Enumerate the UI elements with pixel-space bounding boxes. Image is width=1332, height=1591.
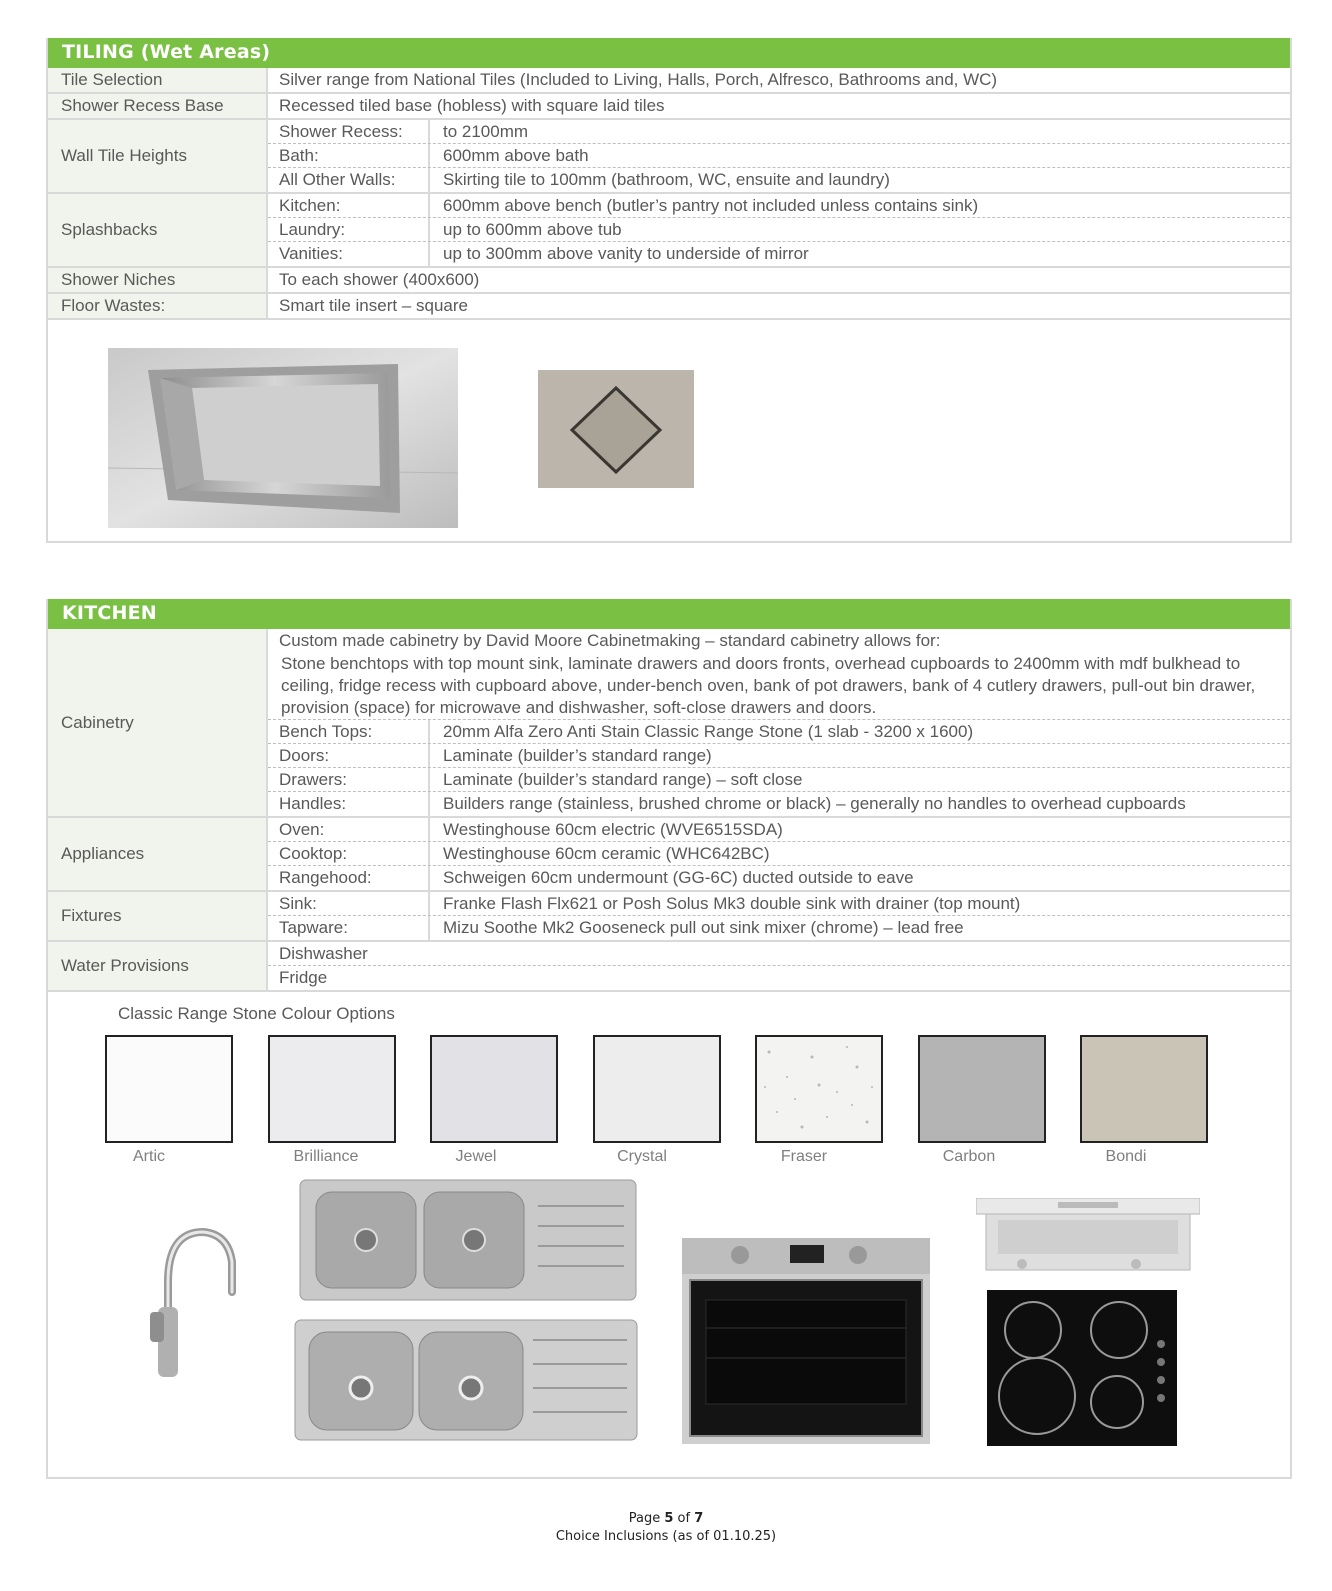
stone-label: Artic: [133, 1148, 165, 1165]
sub-value: Westinghouse 60cm electric (WVE6515SDA): [443, 820, 783, 839]
wall-heights-row: [48, 120, 1290, 194]
row-label: Shower Niches: [48, 268, 268, 292]
stone-swatch-fraser: [755, 1035, 883, 1143]
appliances-row: [48, 818, 1290, 892]
sub-key: Rangehood:: [268, 866, 430, 890]
sub-key: Oven:: [268, 818, 430, 841]
stone-swatch-jewel: [430, 1035, 558, 1143]
sub-key: Bath:: [268, 144, 430, 167]
sub-key: Tapware:: [268, 916, 430, 940]
sub-key: Drawers:: [268, 768, 430, 791]
oven-image: [682, 1238, 930, 1444]
tiling-section: [46, 38, 1292, 543]
cooktop-image: [987, 1290, 1177, 1446]
sub-value: Franke Flash Flx621 or Posh Solus Mk3 double sink with drainer (top mount): [443, 894, 1021, 913]
sub-value: Skirting tile to 100mm (bathroom, WC, ensuite and laundry): [443, 170, 890, 189]
sub-key: Bench Tops:: [268, 720, 430, 743]
sub-key: Handles:: [268, 792, 430, 816]
sub-value: Laminate (builder’s standard range): [443, 746, 712, 765]
stone-label: Carbon: [942, 1148, 996, 1165]
stone-swatch-carbon: [918, 1035, 1046, 1143]
stone-label: Crystal: [617, 1148, 667, 1165]
row-value: Silver range from National Tiles (Included to Living, Halls, Porch, Alfresco, Bathrooms and, WC): [279, 70, 998, 89]
row-value: Recessed tiled base (hobless) with square laid tiles: [279, 96, 665, 115]
rangehood-image: [976, 1198, 1200, 1274]
page-number: [0, 1510, 1332, 1528]
kitchen-images: [48, 992, 1290, 1492]
row-label: Floor Wastes:: [48, 294, 268, 318]
kitchen-header: KITCHEN: [48, 599, 1290, 629]
sub-value: Schweigen 60cm undermount (GG-6C) ducted outside to eave: [443, 868, 914, 887]
row-label: Splashbacks: [48, 194, 268, 266]
sub-value: 600mm above bench (butler’s pantry not included unless contains sink): [443, 196, 979, 215]
tiling-images: [48, 320, 1290, 558]
sub-value: 20mm Alfa Zero Anti Stain Classic Range Stone (1 slab - 3200 x 1600): [443, 722, 974, 741]
sub-key: Laundry:: [268, 218, 430, 241]
stone-swatch-bondi: [1080, 1035, 1208, 1143]
page-total: 7: [694, 1511, 704, 1526]
stone-label: Jewel: [455, 1148, 497, 1165]
stone-label: Fraser: [780, 1148, 828, 1165]
stone-label: Brilliance: [293, 1148, 359, 1165]
page-mid: of: [673, 1511, 695, 1526]
stone-swatch-artic: [105, 1035, 233, 1143]
page-prefix: Page: [628, 1511, 665, 1526]
row-label: Cabinetry: [48, 629, 268, 816]
sub-value: Mizu Soothe Mk2 Gooseneck pull out sink mixer (chrome) – lead free: [443, 918, 964, 937]
tiling-header: TILING (Wet Areas): [48, 38, 1290, 68]
row-label: Water Provisions: [48, 942, 268, 990]
floor-wastes-row: [48, 294, 1290, 320]
sub-value: Builders range (stainless, brushed chrome or black) – generally no handles to overhead cupboards: [443, 794, 1186, 813]
sub-value: 600mm above bath: [443, 146, 589, 165]
sub-key: Vanities:: [268, 242, 430, 266]
row-label: Tile Selection: [48, 68, 268, 92]
kitchen-section: [46, 599, 1292, 1479]
row-value: Smart tile insert – square: [279, 296, 468, 315]
sub-value: up to 600mm above tub: [443, 220, 622, 239]
franke-sink-image: [298, 1178, 638, 1304]
cabinetry-description: Stone benchtops with top mount sink, laminate drawers and doors fronts, overhead cupboards to 2400mm with mdf bulkhead to ceiling, fridge recess with cupboard above, under-bench oven, bank of pot drawers, bank of 4 cutlery drawers, pull-out bin drawer, provision (space) for microwave and dishwasher, soft-close drawers and doors.: [268, 653, 1290, 720]
sub-value: Westinghouse 60cm ceramic (WHC642BC): [443, 844, 770, 863]
tile-selection-row: [48, 68, 1290, 94]
row-label: Wall Tile Heights: [48, 120, 268, 192]
stone-swatch-crystal: [593, 1035, 721, 1143]
cabinetry-row: [48, 629, 1290, 818]
stone-label: Bondi: [1105, 1148, 1147, 1165]
sub-key: All Other Walls:: [268, 168, 430, 192]
sub-value: up to 300mm above vanity to underside of mirror: [443, 244, 809, 263]
row-value: Fridge: [279, 968, 328, 987]
row-label: Appliances: [48, 818, 268, 890]
sub-key: Cooktop:: [268, 842, 430, 865]
floor-waste-image: [538, 370, 694, 488]
document-title: Choice Inclusions (as of 01.10.25): [555, 1529, 777, 1544]
row-value: Dishwasher: [268, 942, 1290, 966]
splashbacks-row: [48, 194, 1290, 268]
cabinetry-intro: Custom made cabinetry by David Moore Cabinetmaking – standard cabinetry allows for:: [279, 631, 941, 650]
row-label: Shower Recess Base: [48, 94, 268, 118]
sub-key: Kitchen:: [268, 194, 430, 217]
stone-options-title: Classic Range Stone Colour Options: [118, 1004, 395, 1023]
row-value: To each shower (400x600): [279, 270, 480, 289]
shower-niche-image: [108, 348, 458, 528]
sub-value: Laminate (builder’s standard range) – soft close: [443, 770, 803, 789]
fraser-speckle: [757, 1037, 881, 1141]
sub-value: to 2100mm: [443, 122, 529, 141]
shower-base-row: [48, 94, 1290, 120]
water-provisions-row: [48, 942, 1290, 992]
sink-mixer-image: [128, 1212, 248, 1382]
sub-key: Shower Recess:: [268, 120, 430, 143]
page-footer: [0, 1510, 1332, 1546]
shower-niches-row: [48, 268, 1290, 294]
sub-key: Doors:: [268, 744, 430, 767]
posh-sink-image: [293, 1318, 639, 1444]
sub-key: Sink:: [268, 892, 430, 915]
page-current: 5: [664, 1511, 674, 1526]
fixtures-row: [48, 892, 1290, 942]
row-label: Fixtures: [48, 892, 268, 940]
stone-swatch-brilliance: [268, 1035, 396, 1143]
